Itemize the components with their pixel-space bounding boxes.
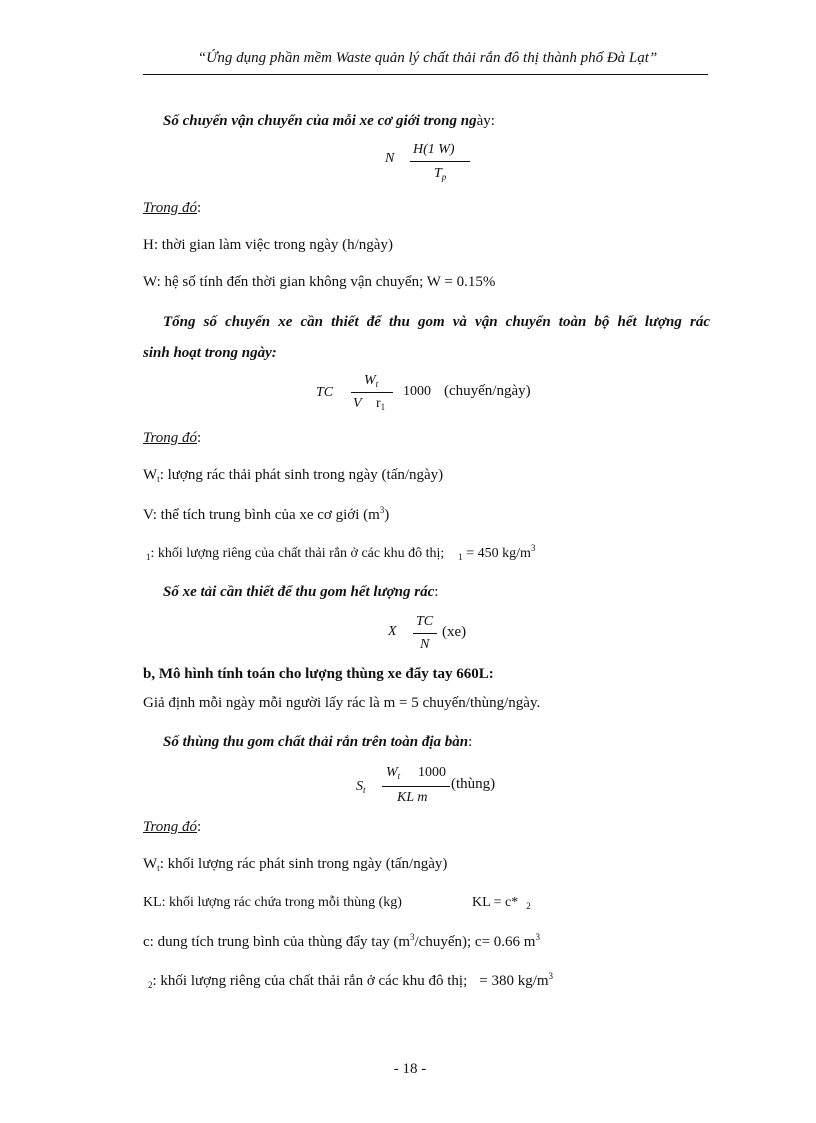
formula-numerator: H(1 W) [413,142,455,157]
section-heading-bins-count: Số thùng thu gom chất thải rắn trên toàn địa bàn: [163,734,473,750]
formula-unit: (xe) [442,624,467,640]
fraction-bar [351,392,393,393]
formula-numerator-w: $W_t$ [386,765,401,781]
formula-denominator-r: $r_1$ [376,396,386,412]
formula-denominator-v: V [353,396,362,411]
formula-denominator: $T_p$ [434,166,447,182]
definition-wt: $W_t$: lượng rác thải phát sinh trong ngày (tấn/ngày) [143,467,444,484]
section-heading-total-trips-line1: Tổng số chuyến xe cần thiết để thu gom và vận chuyển toàn bộ hết lượng rác [163,314,710,330]
heading-bold-text: Số chuyến vận chuyển của mỗi xe cơ giới trong ng [163,113,477,129]
formula-numerator: $W_t$ [364,373,379,389]
header-divider [143,74,708,75]
page-number: - 18 - [393,1061,427,1077]
definition-v: V: thể tích trung bình của xe cơ giới $(m^3)$ [143,505,390,523]
formula-numerator: TC [416,614,434,629]
running-header: “Ứng dụng phần mềm Waste quản lý chất thải rắn đô thị thành phố Đà Lạt” [197,50,658,66]
fraction-bar [410,161,470,162]
formula-unit: (chuyến/ngày) [444,383,531,399]
formula-denominator: KL m [397,790,428,805]
formula-lhs: TC [316,385,334,400]
formula-lhs: $S_t$ [356,779,366,795]
fraction-bar [382,786,450,787]
formula-factor: 1000 [403,384,431,399]
definition-rho2: $_2$: khối lượng riêng của chất thải rắn ở các khu đô thị; = 380 $kg/m^3$ [148,971,554,990]
definition-c: c: dung tích trung bình của thùng đẩy tay $(m^3/chuyến)$; c= 0.66 $m^3$ [143,932,540,950]
formula-unit: (thùng) [451,776,496,792]
definition-wt-bins: $W_t$: khối lượng rác phát sinh trong ngày (tấn/ngày) [143,856,448,873]
formula-numerator-factor: 1000 [418,765,446,780]
section-heading-total-trips-line2: sinh hoạt trong ngày: [143,345,277,361]
trong-do-label-2: Trong đó: [143,430,202,446]
section-heading-handcart-model: b, Mô hình tính toán cho lượng thùng xe đẩy tay 660L: [143,666,494,682]
formula-denominator: N [420,637,430,652]
formula-lhs: X [388,624,397,639]
definition-h: H: thời gian làm việc trong ngày (h/ngày) [143,237,393,253]
trong-do-label-3: Trong đó: [143,819,202,835]
section-heading-trucks-needed: Số xe tải cần thiết để thu gom hết lượng rác: [163,584,439,600]
trong-do-label-1: Trong đó: [143,200,202,216]
definition-w: W: hệ số tính đến thời gian không vận chuyển; W = 0.15% [143,274,496,290]
definition-rho1: $_1$: khối lượng riêng của chất thải rắn ở các khu đô thị; $_1$ = 450 $kg/m^3$ [146,543,536,562]
formula-lhs: N [385,151,395,166]
fraction-bar [413,633,437,634]
section-heading-trips-per-vehicle [163,113,495,130]
definition-kl: KL: khối lượng rác chứa trong mỗi thùng (kg) [143,895,402,910]
assumption-text: Giả định mỗi ngày mỗi người lấy rác là m = 5 chuyến/thùng/ngày. [143,695,541,711]
heading-tail-text: ày: [476,113,495,129]
kl-formula: KL = c* $_2$ [472,895,531,911]
